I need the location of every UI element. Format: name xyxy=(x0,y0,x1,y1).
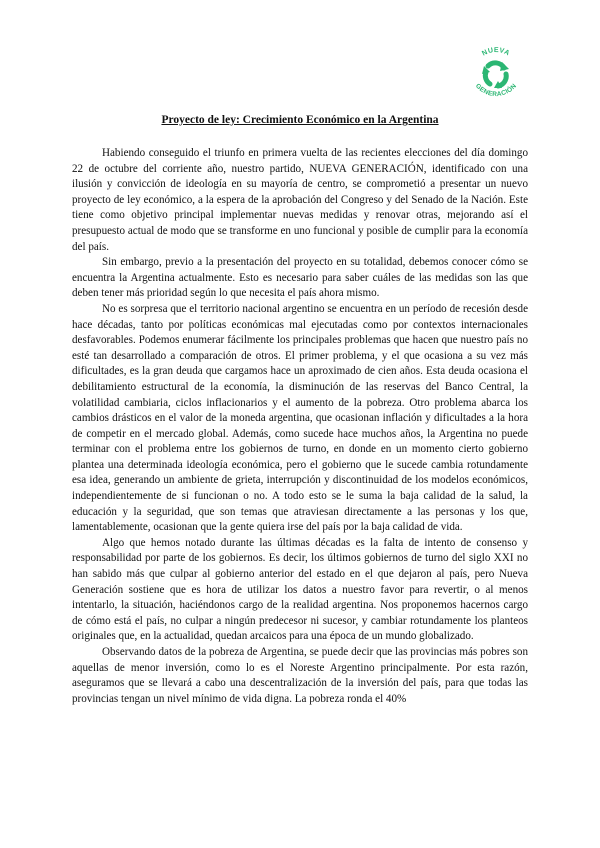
document-title: Proyecto de ley: Crecimiento Económico en la Argentina xyxy=(161,114,439,126)
paragraph-4: Algo que hemos notado durante las últimas décadas es la falta de intento de consenso y responsabilidad por parte de los gobiernos. Es decir, los últimos gobiernos de turno del siglo XXI no han sabido más que culpar al gobierno anterior del estado en el que dejaron al país, pero Nueva Generación sostiene que es hora de utilizar los datos a nuestro favor para revertir, o al menos intentarlo, la situación, haciéndonos cargo de la realidad argentina. Nos proponemos hacernos cargo de cómo está el país, no culpar a ningún predecesor ni sucesor, y cambiar rotundamente los planteos originales que, en la actualidad, quedan arcaicos para una época de un mundo globalizado. xyxy=(72,536,528,643)
svg-text:NUEVA xyxy=(481,47,511,58)
paragraph-1: Habiendo conseguido el triunfo en primera vuelta de las recientes elecciones del día domingo 22 de octubre del corriente año, nuestro partido, NUEVA GENERACIÓN, identificado con una ilusión y convicción de ideología en su mayoría de centro, se comprometió a presentar un nuevo proyecto de ley económico, a la espera de la aprobación del Congreso y del Senado de la Nación. Este tiene como objetivo principal implementar nuevas medidas y renovar otras, mejorando así el presupuesto actual de modo que se transforme en uno funcional y posible de cumplir para la economía del país. xyxy=(72,147,528,253)
document-body xyxy=(72,146,528,707)
paragraph-3: No es sorpresa que el territorio nacional argentino se encuentra en un período de recesión desde hace décadas, tanto por políticas económicas mal ejecutadas como por contextos internacionales desfavorables. Podemos enumerar fácilmente los principales problemas que hacen que nuestro país no esté tan desarrollado a comparación de otros. El primer problema, y el que ocasiona a su vez más dificultades, es la gran deuda que cargamos hace un aproximado de cien años. Esta deuda ocasiona el debilitamiento estructural de la economía, la disminución de las reservas del Banco Central, la volatilidad cambiaria, ciclos inflacionarios y el aumento de la pobreza. Otro problema abarca los cambios drásticos en el valor de la moneda argentina, que ocasionan inflación y dificultades a la hora de competir en el mercado global. Además, como sucede hace muchos años, la Argentina no puede terminar con el problema entre los gobiernos de turno, en donde en un momento cierto gobierno plantea una determinada ideología económica, pero el gobierno que le sucede cambia rotundamente esa idea, generando un ambiente de grieta, interrupción y discontinuidad de los modelos económicos, independientemente de si funcionan o no. A todo esto se le suma la baja calidad de la salud, la educación y la seguridad, que son temas que atraviesan directamente a las personas y los que, lamentablemente, ocasionan que la gente quiera irse del país por la baja calidad de vida. xyxy=(72,302,528,534)
nueva-generacion-logo xyxy=(462,44,530,104)
logo-text-bottom: GENERACIÓN xyxy=(473,82,519,99)
paragraph-2: Sin embargo, previo a la presentación del proyecto en su totalidad, debemos conocer cómo se encuentra la Argentina actualmente. Esto es necesario para saber cuáles de las medidas son las que deben tener más prioridad según lo que necesita el país ahora mismo. xyxy=(72,256,528,300)
paragraph-5: Observando datos de la pobreza de Argentina, se puede decir que las provincias más pobres son aquellas de menor inversión, como lo es el Noreste Argentino principalmente. Por esta razón, aseguramos que se llevará a cabo una descentralización de la inversión del país, para que todas las provincias tengan un nivel mínimo de vida digna. La pobreza ronda el 40% xyxy=(72,646,528,705)
logo-text-top: NUEVA xyxy=(481,46,511,58)
recycle-arrows-icon xyxy=(462,44,530,104)
